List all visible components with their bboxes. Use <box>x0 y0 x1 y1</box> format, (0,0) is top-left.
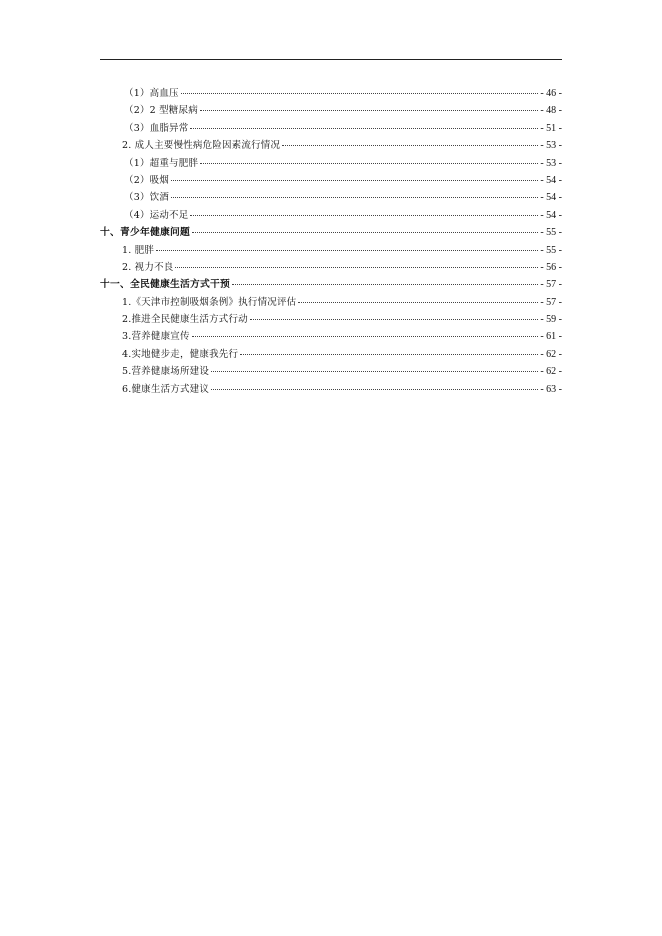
toc-entry-label: （3）饮酒 <box>124 192 170 204</box>
toc-dot-leader <box>211 389 538 390</box>
toc-entry-label: 2.推进全民健康生活方式行动 <box>122 314 248 326</box>
toc-entry-page: - 54 - <box>540 209 562 221</box>
toc-entry[interactable] <box>100 294 562 311</box>
toc-entry[interactable] <box>100 381 562 398</box>
toc-entry-page: - 54 - <box>540 192 562 204</box>
toc-dot-leader <box>175 267 538 268</box>
toc-entry-label: 2. 成人主要慢性病危险因素流行情况 <box>122 140 281 152</box>
toc-dot-leader <box>192 232 538 233</box>
toc-entry-page: - 54 - <box>540 174 562 186</box>
toc-section-heading[interactable] <box>100 276 562 293</box>
toc-entry[interactable] <box>100 242 562 259</box>
toc-entry-page: - 59 - <box>540 314 562 326</box>
toc-entry[interactable] <box>100 259 562 276</box>
toc-entry[interactable] <box>100 363 562 380</box>
toc-entry-page: - 53 - <box>540 157 562 169</box>
toc-section-heading[interactable] <box>100 224 562 241</box>
toc-entry[interactable] <box>100 172 562 189</box>
toc-entry-page: - 56 - <box>540 261 562 273</box>
toc-entry-label: 1. 肥胖 <box>122 244 155 256</box>
toc-dot-leader <box>171 180 538 181</box>
toc-entry-page: - 57 - <box>540 279 562 291</box>
toc-entry-page: - 62 - <box>540 348 562 360</box>
toc-dot-leader <box>200 110 538 111</box>
toc-entry-label: 3.营养健康宣传 <box>122 331 190 343</box>
toc-entry[interactable] <box>100 328 562 345</box>
toc-entry[interactable] <box>100 346 562 363</box>
toc-dot-leader <box>156 250 538 251</box>
toc-entry-label: （1）超重与肥胖 <box>124 157 199 169</box>
toc-entry[interactable] <box>100 207 562 224</box>
toc-entry-page: - 62 - <box>540 366 562 378</box>
toc-entry-page: - 51 - <box>540 122 562 134</box>
toc-entry-label: （4）运动不足 <box>124 209 189 221</box>
header-rule <box>100 59 562 60</box>
toc-entry-page: - 48 - <box>540 105 562 117</box>
toc-entry[interactable] <box>100 85 562 102</box>
toc-entry-label: 6.健康生活方式建议 <box>122 383 210 395</box>
toc-entry[interactable] <box>100 189 562 206</box>
toc-entry-page: - 63 - <box>540 383 562 395</box>
toc-dot-leader <box>171 197 538 198</box>
toc-entry-page: - 55 - <box>540 227 562 239</box>
toc-entry[interactable] <box>100 137 562 154</box>
toc-entry[interactable] <box>100 311 562 328</box>
toc-dot-leader <box>232 284 538 285</box>
toc-entry-label: 4.实地健步走，健康我先行 <box>122 348 239 360</box>
toc-dot-leader <box>200 163 538 164</box>
toc-entry-label: （2）吸烟 <box>124 174 170 186</box>
toc-dot-leader <box>190 128 538 129</box>
toc-dot-leader <box>282 145 538 146</box>
toc-entry-label: 5.营养健康场所建设 <box>122 366 210 378</box>
toc-entry-label: 2. 视力不良 <box>122 261 174 273</box>
toc-entry[interactable] <box>100 120 562 137</box>
toc-entry-label: （1）高血压 <box>124 88 179 99</box>
toc-dot-leader <box>240 354 538 355</box>
toc-entry-label: （2）2 型糖尿病 <box>124 105 198 117</box>
toc-entry[interactable] <box>100 155 562 172</box>
toc-dot-leader <box>181 93 539 94</box>
toc-entry-page: - 55 - <box>540 244 562 256</box>
toc-dot-leader <box>211 371 538 372</box>
toc-entry-label: （3）血脂异常 <box>124 122 189 134</box>
toc-entry[interactable] <box>100 102 562 119</box>
toc-entry-label: 1.《天津市控制吸烟条例》执行情况评估 <box>122 296 297 308</box>
toc-entry-label: 十、青少年健康问题 <box>100 227 190 239</box>
toc-entry-page: - 53 - <box>540 140 562 152</box>
toc-dot-leader <box>192 336 539 337</box>
toc-entry-page: - 61 - <box>540 331 562 343</box>
toc-dot-leader <box>250 319 538 320</box>
toc-entry-page: - 57 - <box>540 296 562 308</box>
toc-entry-page: - 46 - <box>540 88 562 99</box>
toc-dot-leader <box>298 302 538 303</box>
table-of-contents <box>100 85 562 398</box>
toc-dot-leader <box>190 215 538 216</box>
toc-entry-label: 十一、全民健康生活方式干预 <box>100 279 230 291</box>
